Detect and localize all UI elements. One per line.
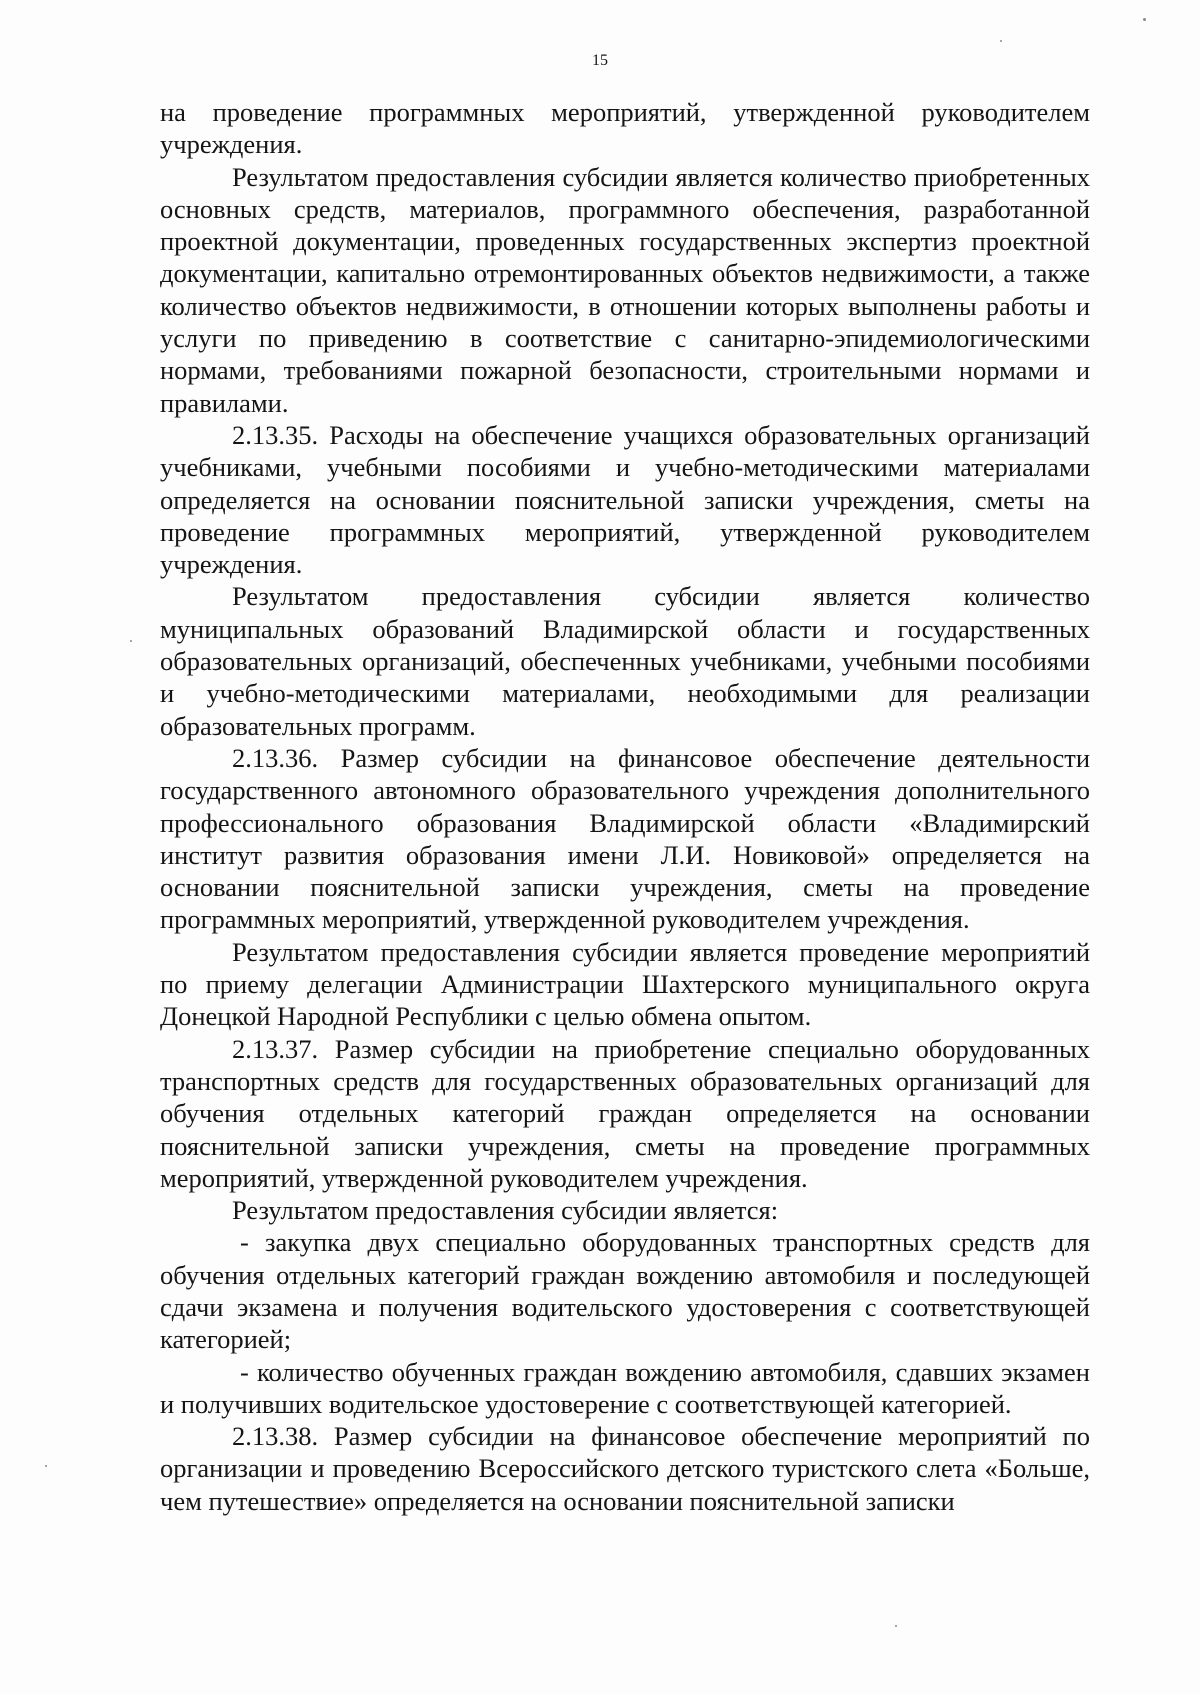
paragraph-result-2-13-36: Результатом предоставления субсидии является проведение мероприятий по приему делегации Администрации Шахтерского муниципального округа Донецкой Народной Республики с целью обмена опытом. xyxy=(160,936,1090,1032)
scan-speck xyxy=(895,1625,897,1627)
paragraph-continuation: на проведение программных мероприятий, утвержденной руководителем учреждения. xyxy=(160,97,1090,160)
paragraph-2-13-37: 2.13.37. Размер субсидии на приобретение специально оборудованных транспортных средств для государственных образовательных организаций для обучения отдельных категорий граждан определяется на основании пояснительной записки учреждения, сметы на проведение программных мероприятий, утвержденной руководителем учреждения. xyxy=(160,1033,1090,1193)
list-item-trained-citizens: - количество обученных граждан вождению автомобиля, сдавших экзамен и получивших водительское удостоверение с соответствующей категорией. xyxy=(160,1356,1090,1419)
list-item-vehicle-purchase: - закупка двух специально оборудованных транспортных средств для обучения отдельных категорий граждан вождению автомобиля и последующей сдачи экзамена и получения водительского удостоверения с соответствующей категорией; xyxy=(160,1227,1090,1355)
paragraph-result-2-13-34: Результатом предоставления субсидии является количество приобретенных основных средств, материалов, программного обеспечения, разработанной проектной документации, проведенных государственных экспертиз проектной документации, капитально отремонтированных объектов недвижимости, а также количество объектов недвижимости, в отношении которых выполнены работы и услуги по приведению в соответствие с санитарно-эпидемиологическими нормами, требованиями пожарной безопасности, строительными нормами и правилами. xyxy=(160,161,1090,418)
paragraph-2-13-38: 2.13.38. Размер субсидии на финансовое обеспечение мероприятий по организации и проведению Всероссийского детского туристского слета «Больше, чем путешествие» определяется на основании пояснительной записки xyxy=(160,1421,1090,1516)
scan-speck xyxy=(1000,40,1002,42)
page-number: 15 xyxy=(592,52,608,69)
document-body xyxy=(160,96,1090,1517)
paragraph-2-13-36: 2.13.36. Размер субсидии на финансовое обеспечение деятельности государственного автономного образовательного учреждения дополнительного профессионального образования Владимирской области «Владимирский институт развития образования имени Л.И. Новиковой» определяется на основании пояснительной записки учреждения, сметы на проведение программных мероприятий, утвержденной руководителем учреждения. xyxy=(160,742,1090,935)
paragraph-2-13-35: 2.13.35. Расходы на обеспечение учащихся образовательных организаций учебниками, учебными пособиями и учебно-методическими материалами определяется на основании пояснительной записки учреждения, сметы на проведение программных мероприятий, утвержденной руководителем учреждения. xyxy=(160,419,1090,580)
paragraph-result-2-13-35: Результатом предоставления субсидии является количество муниципальных образований Владимирской области и государственных образовательных организаций, обеспеченных учебниками, учебными пособиями и учебно-методическими материалами, необходимыми для реализации образовательных программ. xyxy=(160,581,1090,741)
paragraph-result-2-13-37-intro: Результатом предоставления субсидии является: xyxy=(232,1195,779,1226)
scan-speck xyxy=(45,1465,47,1467)
scan-speck xyxy=(1143,18,1146,21)
scan-speck xyxy=(130,640,132,642)
